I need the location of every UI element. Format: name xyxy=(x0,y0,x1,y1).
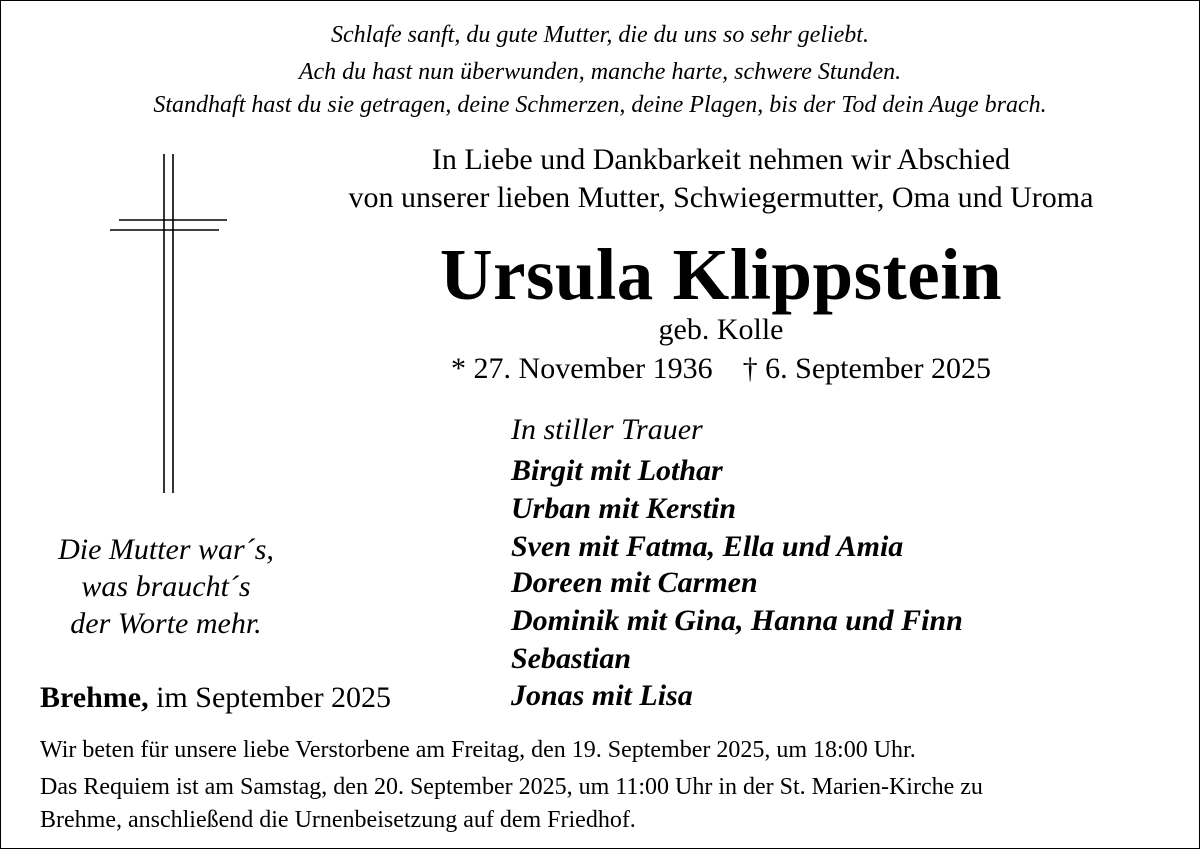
poem-line-3: Standhaft hast du sie getragen, deine Schmerzen, deine Plagen, bis der Tod dein Auge brach. xyxy=(153,92,1047,118)
born-name: geb. Kolle xyxy=(658,313,784,346)
quote-line-2: was braucht´s xyxy=(81,570,251,603)
mourner-name: Sven mit Fatma, Ella und Amia xyxy=(511,530,904,563)
footer-line-3: Brehme, anschließend die Urnenbeisetzung auf dem Friedhof. xyxy=(40,807,636,833)
double-line-cross-icon xyxy=(101,151,231,496)
poem-line-1: Schlafe sanft, du gute Mutter, die du uns so sehr geliebt. xyxy=(331,22,869,48)
place-town: Brehme, xyxy=(40,681,149,714)
mourner-name: Doreen mit Carmen xyxy=(511,566,758,599)
intro-line-1: In Liebe und Dankbarkeit nehmen wir Abschied xyxy=(431,143,1011,176)
birth-date: * 27. November 1936 xyxy=(451,352,713,385)
footer-line-1: Wir beten für unsere liebe Verstorbene am Freitag, den 19. September 2025, um 18:00 Uhr. xyxy=(40,737,916,763)
mourner-name: Urban mit Kerstin xyxy=(511,492,737,525)
mourner-name: Birgit mit Lothar xyxy=(511,454,723,487)
mourners-heading: In stiller Trauer xyxy=(511,413,703,446)
life-dates xyxy=(241,354,1200,384)
deceased-name: Ursula Klippstein xyxy=(439,234,1003,315)
place-date xyxy=(40,683,391,713)
place-month: im September 2025 xyxy=(148,681,392,714)
mourner-name: Dominik mit Gina, Hanna und Finn xyxy=(511,604,963,637)
intro-line-2: von unserer lieben Mutter, Schwiegermutter, Oma und Uroma xyxy=(348,181,1094,214)
poem-line-2: Ach du hast nun überwunden, manche harte, schwere Stunden. xyxy=(298,59,902,85)
mourner-name: Sebastian xyxy=(511,642,632,675)
quote-line-1: Die Mutter war´s, xyxy=(58,533,274,566)
mourner-name: Jonas mit Lisa xyxy=(511,679,693,712)
quote-line-3: der Worte mehr. xyxy=(70,607,262,640)
death-date: † 6. September 2025 xyxy=(742,352,991,385)
footer-line-2: Das Requiem ist am Samstag, den 20. September 2025, um 11:00 Uhr in der St. Marien-Kirche zu xyxy=(40,774,983,800)
